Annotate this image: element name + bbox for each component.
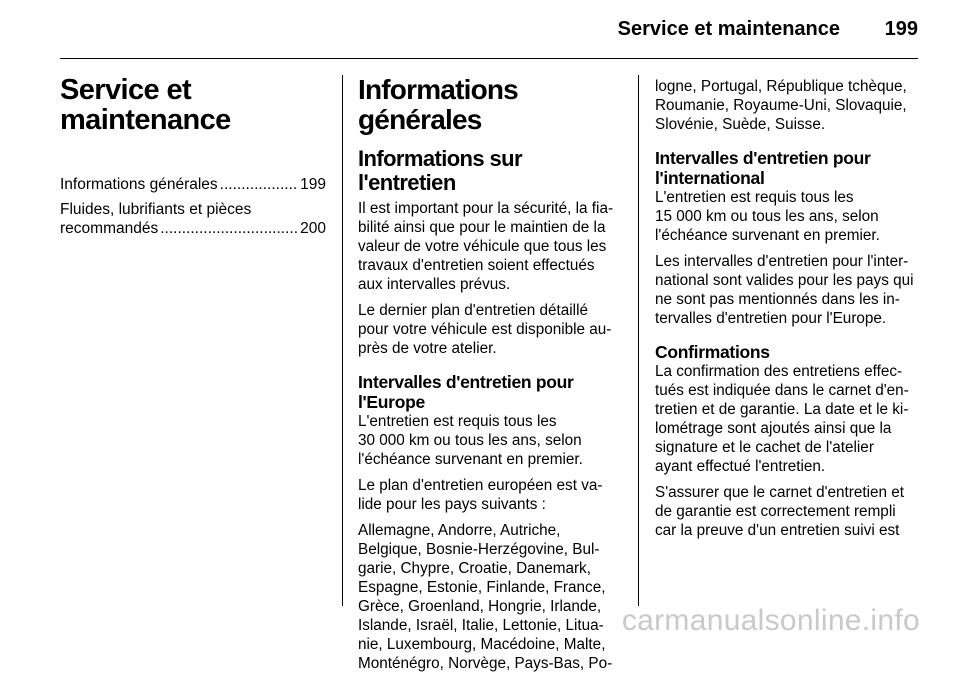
intl-paragraph-1: L'entretien est requis tous les 15 000 km ou tous les ans, selon l'échéance survenant en premier. [655,189,880,244]
header-title: Service et maintenance [617,18,840,40]
info-title: Informations sur l'entretien [358,146,522,195]
confirmations-paragraph-1: La confirmation des entretiens effec- tués est indiquée dans le carnet d'en- tretien et de garantie. La date et le ki- lométrage sont ajoutés ainsi que la signature et le cachet de l'atelier ayant effectué l'entretien. [655,363,909,475]
column-divider-1 [342,75,343,606]
toc-entry-fluids[interactable] [60,200,326,238]
toc-leader-dots [220,175,298,194]
toc-page: 200 [300,220,326,237]
toc-label: Informations générales [60,176,218,193]
confirmations-paragraph-2: S'assurer que le carnet d'entretien et de garantie est correctement rempli car la preuve d'un entretien suivi est [655,484,905,539]
toc-label-line2: recommandés [60,220,159,237]
europe-title: Intervalles d'entretien pour l'Europe [358,372,574,412]
section-title: Informations générales [358,74,518,135]
page-header [60,14,918,59]
chapter-column [60,75,326,244]
europe-paragraph-3: Allemagne, Andorre, Autriche, Belgique, Bosnie-Herzégovine, Bul- garie, Chypre, Croatie, Danemark, Espagne, Estonie, Finlande, France, Grèce, Groenland, Hongrie, Irlande, Islande, Israël, Italie, Lettonie, Litua- nie, Luxembourg, Macédoine, Malte, Monténégro, Norvège, Pays-Bas, Po- [358,522,613,672]
toc-page: 199 [300,176,326,193]
content-column-3 [655,75,921,547]
toc-entry-general-info[interactable] [60,175,326,194]
toc-leader-dots [160,219,298,238]
intl-paragraph-2: Les intervalles d'entretien pour l'inter- national sont valides pour les pays qui ne sont pas mentionnés dans les in- tervalles d'entretien pour l'Europe. [655,253,914,327]
watermark: carmanualsonline.info [621,604,920,637]
content-column-2 [358,75,622,680]
europe-paragraph-2: Le plan d'entretien européen est va- lide pour les pays suivants : [358,477,603,513]
europe-paragraph-3-continued: logne, Portugal, République tchèque, Roumanie, Royaume-Uni, Slovaquie, Slovénie, Suède, Suisse. [655,78,907,133]
chapter-title: Service et maintenance [60,74,231,136]
intl-title: Intervalles d'entretien pour l'international [655,148,871,188]
info-paragraph-2: Le dernier plan d'entretien détaillé pour votre véhicule est disponible au- près de votre atelier. [358,302,612,357]
column-divider-2 [638,75,639,606]
europe-paragraph-1: L'entretien est requis tous les 30 000 km ou tous les ans, selon l'échéance survenant en premier. [358,413,583,468]
confirmations-title: Confirmations [655,342,770,362]
info-paragraph-1: Il est important pour la sécurité, la fia- bilité ainsi que pour le maintien de la valeur de votre véhicule que tous les travaux d'entretien soient effectués aux intervalles prévus. [358,200,614,293]
page-number: 199 [884,18,918,40]
toc-label-line1: Fluides, lubrifiants et pièces [60,201,252,218]
